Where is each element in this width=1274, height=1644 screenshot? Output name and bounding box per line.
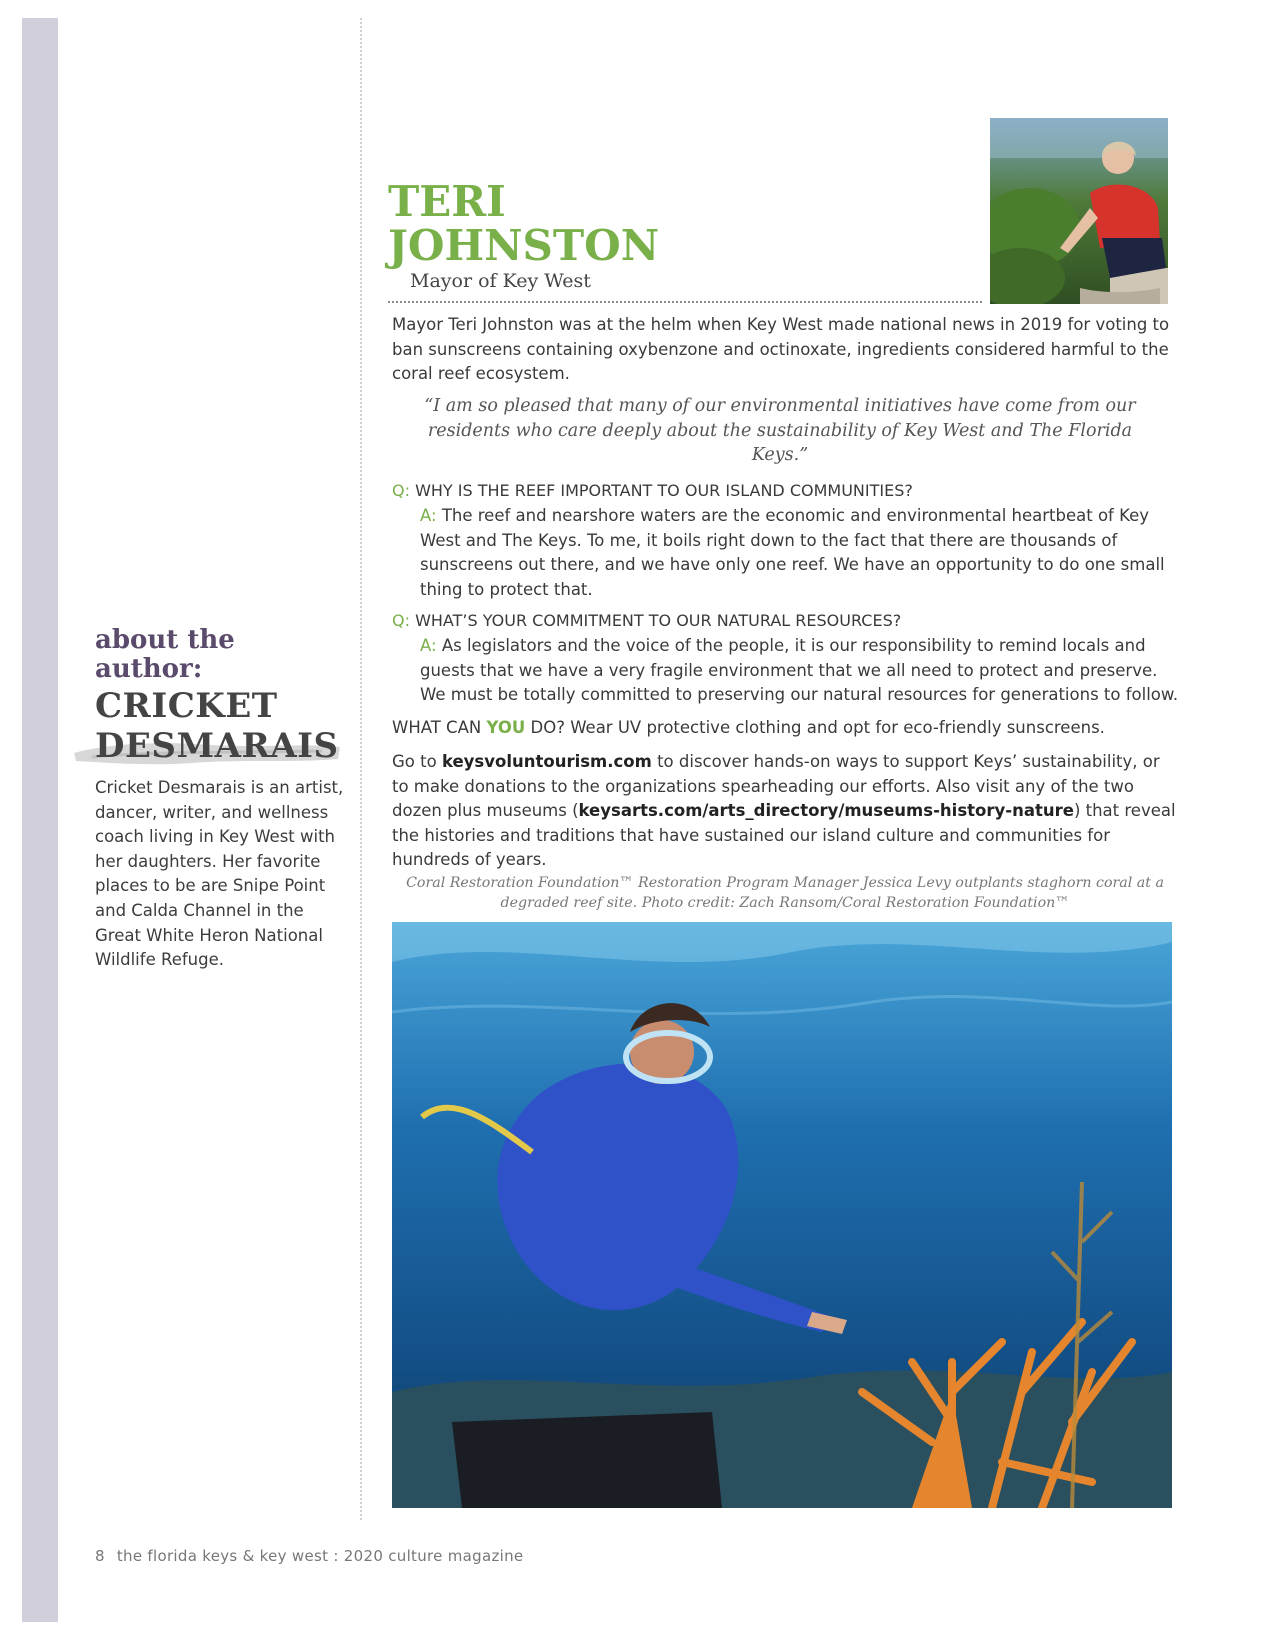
- reef-diver-photo: [392, 922, 1172, 1508]
- question-2: Q: WHAT’S YOUR COMMITMENT TO OUR NATURAL RESOURCES?: [392, 611, 902, 630]
- column-divider: [360, 18, 362, 1520]
- author-bio: Cricket Desmarais is an artist, dancer, writer, and wellness coach living in Key West with her daughters. Her favorite places to be are Snipe Point and Calda Channel in the Great White Heron National Wildlife Refuge.: [95, 778, 344, 970]
- publication-name: the florida keys & key west : 2020 culture magazine: [116, 1547, 524, 1565]
- page-title: TERI JOHNSTON: [388, 177, 660, 270]
- page-number: 8: [95, 1547, 105, 1565]
- answer-2: A: As legislators and the voice of the people, it is our responsibility to remind locals and guests that we have a very fragile environment that we all need to protect and preserve. We must be totally committed to preserving our natural resources for generations to follow.: [420, 636, 1179, 704]
- call-to-action: WHAT CAN YOU DO? Wear UV protective clothing and opt for eco-friendly sunscreens.: [392, 718, 1105, 737]
- question-1: Q: WHY IS THE REEF IMPORTANT TO OUR ISLAND COMMUNITIES?: [392, 481, 913, 500]
- keysvoluntourism-link[interactable]: keysvoluntourism.com: [441, 752, 652, 771]
- subtitle: Mayor of Key West: [410, 270, 591, 292]
- portrait-photo: [990, 118, 1168, 304]
- author-kicker: about the author:: [95, 625, 235, 684]
- intro-paragraph: Mayor Teri Johnston was at the helm when Key West made national news in 2019 for voting to ban sunscreens containing oxybenzone and octinoxate, ingredients considered harmful to the coral reef ecosystem.: [392, 315, 1170, 383]
- answer-1: A: The reef and nearshore waters are the economic and environmental heartbeat of Key West and The Keys. To me, it boils right down to the fact that there are thousands of sunscreens out there, and we have only one reef. We have an opportunity to do one small thing to protect that.: [420, 506, 1165, 599]
- page-footer: [95, 1547, 535, 1565]
- pull-quote: “I am so pleased that many of our environmental initiatives have come from our residents who care deeply about the sustainability of Key West and The Florida Keys.”: [424, 396, 1136, 465]
- side-color-bar: [22, 18, 58, 1622]
- author-name: CRICKET DESMARAIS: [95, 686, 339, 766]
- photo-caption: Coral Restoration Foundation™ Restoration Program Manager Jessica Levy outplants staghorn coral at a degraded reef site. Photo credit: Zach Ransom/Coral Restoration Foundation™: [406, 875, 1164, 911]
- dotted-rule: [388, 301, 982, 303]
- resources-paragraph: Go to keysvoluntourism.com to discover hands-on ways to support Keys’ sustainability, or to make donations to the organizations spearheading our efforts. Also visit any of the two dozen plus museums (keysarts.com/arts_directory/museums-history-nature) that reveal the histories and traditions that have sustained our island culture and communities for hundreds of years.: [392, 752, 1176, 869]
- keysarts-link[interactable]: keysarts.com/arts_directory/museums-history-nature: [578, 801, 1074, 820]
